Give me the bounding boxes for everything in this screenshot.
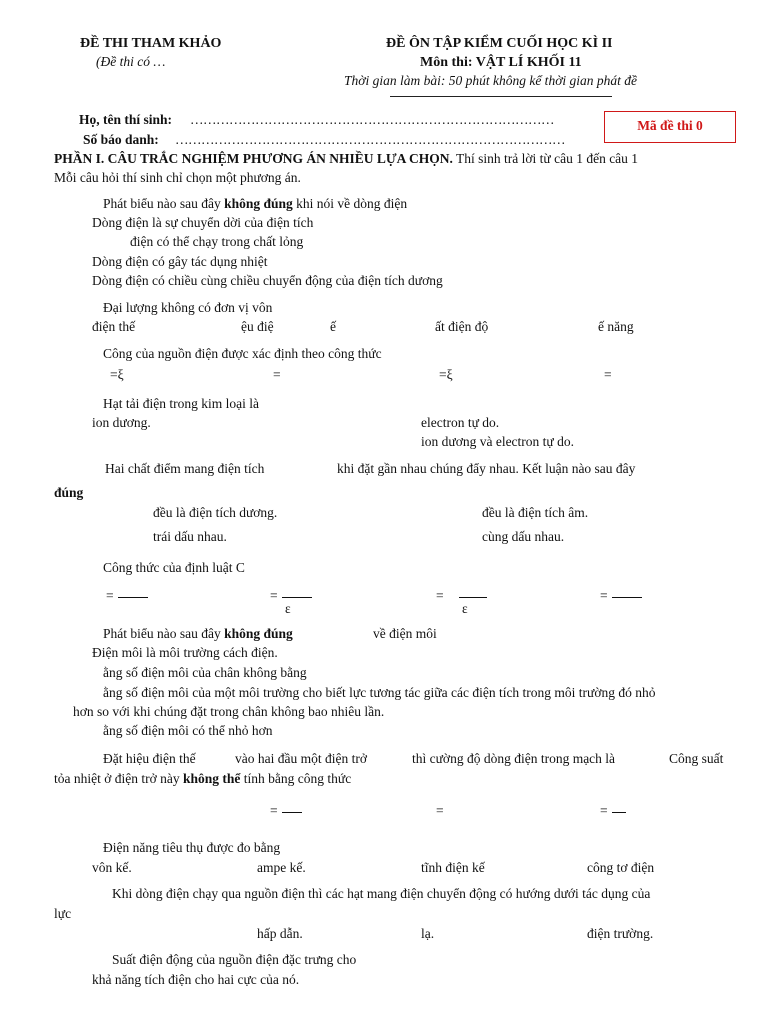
q7-option-c[interactable]: ằng số điện môi của một môi trường cho biết lực tương tác giữa các điện tích trong môi trường đó nhỏ [103,685,656,700]
q6-option-b-epsilon: ε [285,601,291,616]
q11-stem: Suất điện động của nguồn điện đặc trưng cho [112,952,357,967]
q7-stem-text: Phát biểu nào sau đây [103,626,225,641]
q6-option-b-fraction-bar [282,597,312,598]
q5-option-c[interactable]: trái dấu nhau. [153,529,227,544]
q8-stem-2: vào hai đầu một điện trở [235,751,367,766]
q8-stem-emphasis: không thể [183,771,241,786]
q9-option-b[interactable]: ampe kế. [257,860,306,875]
q4-option-a[interactable]: ion dương. [92,415,151,430]
q9-option-d[interactable]: công tơ điện [587,860,655,875]
q2-option-b[interactable]: ệu điệ [241,319,274,334]
q8-option-d-eq[interactable]: = [600,803,608,818]
q2-option-a[interactable]: điện thế [92,319,136,334]
q7-option-b[interactable]: ằng số điện môi của chân không bằng [103,665,307,680]
q6-option-c-fraction-bar [459,597,487,598]
q6-option-b-eq[interactable]: = [270,588,278,603]
q5-stem-cont: khi đặt gần nhau chúng đẩy nhau. Kết luận nào sau đây [337,461,636,476]
q6-option-c-epsilon: ε [462,601,468,616]
q7-option-d[interactable]: ằng số điện môi có thể nhỏ hơn [103,723,273,738]
q7-option-a[interactable]: Điện môi là môi trường cách điện. [92,645,278,660]
exam-code: Mã đề thi 0 [637,118,703,133]
q1-option-c[interactable]: Dòng điện có gây tác dụng nhiệt [92,254,268,269]
q6-option-c-eq[interactable]: = [436,588,444,603]
q8-stem-5-text: tỏa nhiệt ở điện trở này [54,771,183,786]
q6-option-a-eq[interactable]: = [106,588,114,603]
q1-option-d[interactable]: Dòng điện có chiều cùng chiều chuyển động của điện tích dương [92,273,443,288]
q7-stem-emphasis: không đúng [224,626,293,641]
q8-stem-3: thì cường độ dòng điện trong mạch là [412,751,616,766]
candidate-id-field[interactable]: ……………………………………………………………………………… [175,132,565,147]
time-line: Thời gian làm bài: 50 phút không kể thời gian phát đề [344,73,638,88]
q2-option-c[interactable]: ất điện độ [435,319,489,334]
q6-option-a-fraction-bar [118,597,148,598]
subject-line: Môn thi: VẬT LÍ KHỐI 11 [420,55,582,70]
exam-code-box [604,111,736,143]
q8-stem-4: Công suất [669,751,724,766]
q5-option-b[interactable]: đều là điện tích âm. [482,505,589,520]
q2-option-d[interactable]: ế năng [598,319,634,334]
part1-title: PHẦN I. CÂU TRẮC NGHIỆM PHƯƠNG ÁN NHIỀU LỰA CHỌN. [54,151,453,166]
exam-type-title: ĐỀ THI THAM KHẢO [80,36,222,51]
candidate-id-label: Số báo danh: [83,132,159,147]
q1-stem [103,197,407,212]
q1-stem-text-end: khi nói về dòng điện [292,196,408,211]
q9-option-a[interactable]: vôn kế. [92,860,132,875]
q2-option-b-end[interactable]: ế [330,319,336,334]
q7-option-c-cont: hơn so với khi chúng đặt trong chân không bao nhiêu lần. [73,704,385,719]
part1-instruction-2: Mỗi câu hỏi thí sinh chỉ chọn một phương án. [54,170,301,185]
exam-title: ĐỀ ÔN TẬP KIỂM CUỐI HỌC KÌ II [386,36,613,51]
header-divider [390,96,612,97]
q1-stem-text: Phát biểu nào sau đây [103,196,225,211]
q6-option-d-fraction-bar [612,597,642,598]
q5-option-a[interactable]: đều là điện tích dương. [153,505,278,520]
q8-option-d-fraction-bar [612,812,626,813]
q6-option-d-eq[interactable]: = [600,588,608,603]
q10-stem: Khi dòng điện chạy qua nguồn điện thì các hạt mang điện chuyển động có hướng dưới tác dụng của [112,886,651,901]
part1-instruction: Thí sinh trả lời từ câu 1 đến câu 1 [452,151,639,166]
candidate-name-field[interactable]: ………………………………………………………………………… [190,112,554,127]
q7-stem-end: về điện môi [373,626,437,641]
q8-option-b-eq[interactable]: = [270,803,278,818]
q4-stem: Hạt tải điện trong kim loại là [103,396,259,411]
q8-stem-5-end: tính bằng công thức [240,771,352,786]
q8-stem-5 [54,772,351,787]
q10-option-d[interactable]: điện trường. [587,926,654,941]
q6-stem: Công thức của định luật C [103,560,245,575]
part1-heading [54,152,638,167]
q8-option-b-fraction-bar [282,812,302,813]
q5-stem: Hai chất điểm mang điện tích [105,461,265,476]
q2-stem: Đại lượng không có đơn vị vôn [103,300,273,315]
q3-option-c[interactable]: =ξ [439,367,453,382]
q10-option-b[interactable]: hấp dẫn. [257,926,303,941]
q1-stem-emphasis: không đúng [224,196,293,211]
q1-option-a[interactable]: Dòng điện là sự chuyển dời của điện tích [92,215,314,230]
q9-option-c[interactable]: tĩnh điện kế [421,860,485,875]
q7-stem [103,627,293,642]
q3-stem: Công của nguồn điện được xác định theo công thức [103,346,382,361]
q3-option-a[interactable]: =ξ [110,367,124,382]
q8-option-c-eq[interactable]: = [436,803,444,818]
q4-option-c[interactable]: ion dương và electron tự do. [421,434,574,449]
page-count-note: (Đề thi có … [96,54,166,69]
q1-option-b[interactable]: điện có thể chạy trong chất lỏng [130,234,304,249]
q5-option-d[interactable]: cùng dấu nhau. [482,529,565,544]
q10-option-c[interactable]: lạ. [421,926,435,941]
q3-option-b[interactable]: = [273,367,281,382]
q8-stem-1: Đặt hiệu điện thế [103,751,196,766]
candidate-name-label: Họ, tên thí sinh: [79,112,173,127]
q11-option-a[interactable]: khả năng tích điện cho hai cực của nó. [92,972,300,987]
q10-stem-cont: lực [54,906,72,921]
q3-option-d[interactable]: = [604,367,612,382]
q5-stem-end: đúng [54,485,84,500]
q4-option-b[interactable]: electron tự do. [421,415,500,430]
q9-stem: Điện năng tiêu thụ được đo bằng [103,840,281,855]
